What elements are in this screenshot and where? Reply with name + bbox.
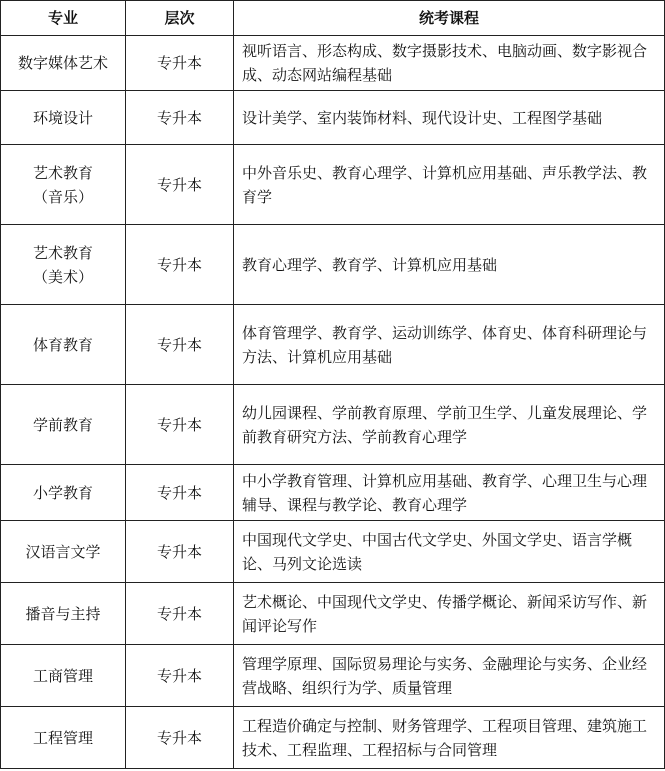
major-cell: 体育教育 bbox=[1, 305, 126, 385]
courses-cell: 幼儿园课程、学前教育原理、学前卫生学、儿童发展理论、学前教育研究方法、学前教育心理学 bbox=[234, 385, 665, 465]
table-row bbox=[1, 583, 665, 645]
courses-cell: 中国现代文学史、中国古代文学史、外国文学史、语言学概论、马列文论选读 bbox=[234, 521, 665, 583]
major-cell: 艺术教育 （音乐） bbox=[1, 145, 126, 225]
level-cell: 专升本 bbox=[126, 145, 234, 225]
major-cell: 小学教育 bbox=[1, 465, 126, 521]
courses-cell: 视听语言、形态构成、数字摄影技术、电脑动画、数字影视合成、动态网站编程基础 bbox=[234, 36, 665, 91]
courses-cell: 工程造价确定与控制、财务管理学、工程项目管理、建筑施工技术、工程监理、工程招标与合同管理 bbox=[234, 707, 665, 769]
table-row bbox=[1, 36, 665, 91]
table-row bbox=[1, 707, 665, 769]
level-cell: 专升本 bbox=[126, 385, 234, 465]
major-cell: 学前教育 bbox=[1, 385, 126, 465]
courses-cell: 体育管理学、教育学、运动训练学、体育史、体育科研理论与方法、计算机应用基础 bbox=[234, 305, 665, 385]
courses-cell: 教育心理学、教育学、计算机应用基础 bbox=[234, 225, 665, 305]
table-row bbox=[1, 645, 665, 707]
header-major: 专业 bbox=[1, 1, 126, 36]
table-row bbox=[1, 385, 665, 465]
major-cell: 工程管理 bbox=[1, 707, 126, 769]
level-cell: 专升本 bbox=[126, 91, 234, 145]
major-cell: 工商管理 bbox=[1, 645, 126, 707]
courses-cell: 中小学教育管理、计算机应用基础、教育学、心理卫生与心理辅导、课程与教学论、教育心理学 bbox=[234, 465, 665, 521]
courses-cell: 设计美学、室内装饰材料、现代设计史、工程图学基础 bbox=[234, 91, 665, 145]
table-row bbox=[1, 465, 665, 521]
header-row bbox=[1, 1, 665, 36]
level-cell: 专升本 bbox=[126, 225, 234, 305]
level-cell: 专升本 bbox=[126, 583, 234, 645]
header-courses: 统考课程 bbox=[234, 1, 665, 36]
table-row bbox=[1, 145, 665, 225]
header-level: 层次 bbox=[126, 1, 234, 36]
level-cell: 专升本 bbox=[126, 521, 234, 583]
level-cell: 专升本 bbox=[126, 305, 234, 385]
major-cell: 汉语言文学 bbox=[1, 521, 126, 583]
table-row bbox=[1, 225, 665, 305]
table-row bbox=[1, 305, 665, 385]
level-cell: 专升本 bbox=[126, 465, 234, 521]
table-row bbox=[1, 91, 665, 145]
level-cell: 专升本 bbox=[126, 645, 234, 707]
table-row bbox=[1, 521, 665, 583]
courses-cell: 艺术概论、中国现代文学史、传播学概论、新闻采访写作、新闻评论写作 bbox=[234, 583, 665, 645]
major-cell: 播音与主持 bbox=[1, 583, 126, 645]
courses-cell: 中外音乐史、教育心理学、计算机应用基础、声乐教学法、教育学 bbox=[234, 145, 665, 225]
courses-cell: 管理学原理、国际贸易理论与实务、金融理论与实务、企业经营战略、组织行为学、质量管理 bbox=[234, 645, 665, 707]
level-cell: 专升本 bbox=[126, 36, 234, 91]
major-cell: 环境设计 bbox=[1, 91, 126, 145]
major-cell: 数字媒体艺术 bbox=[1, 36, 126, 91]
level-cell: 专升本 bbox=[126, 707, 234, 769]
major-cell: 艺术教育 （美术） bbox=[1, 225, 126, 305]
